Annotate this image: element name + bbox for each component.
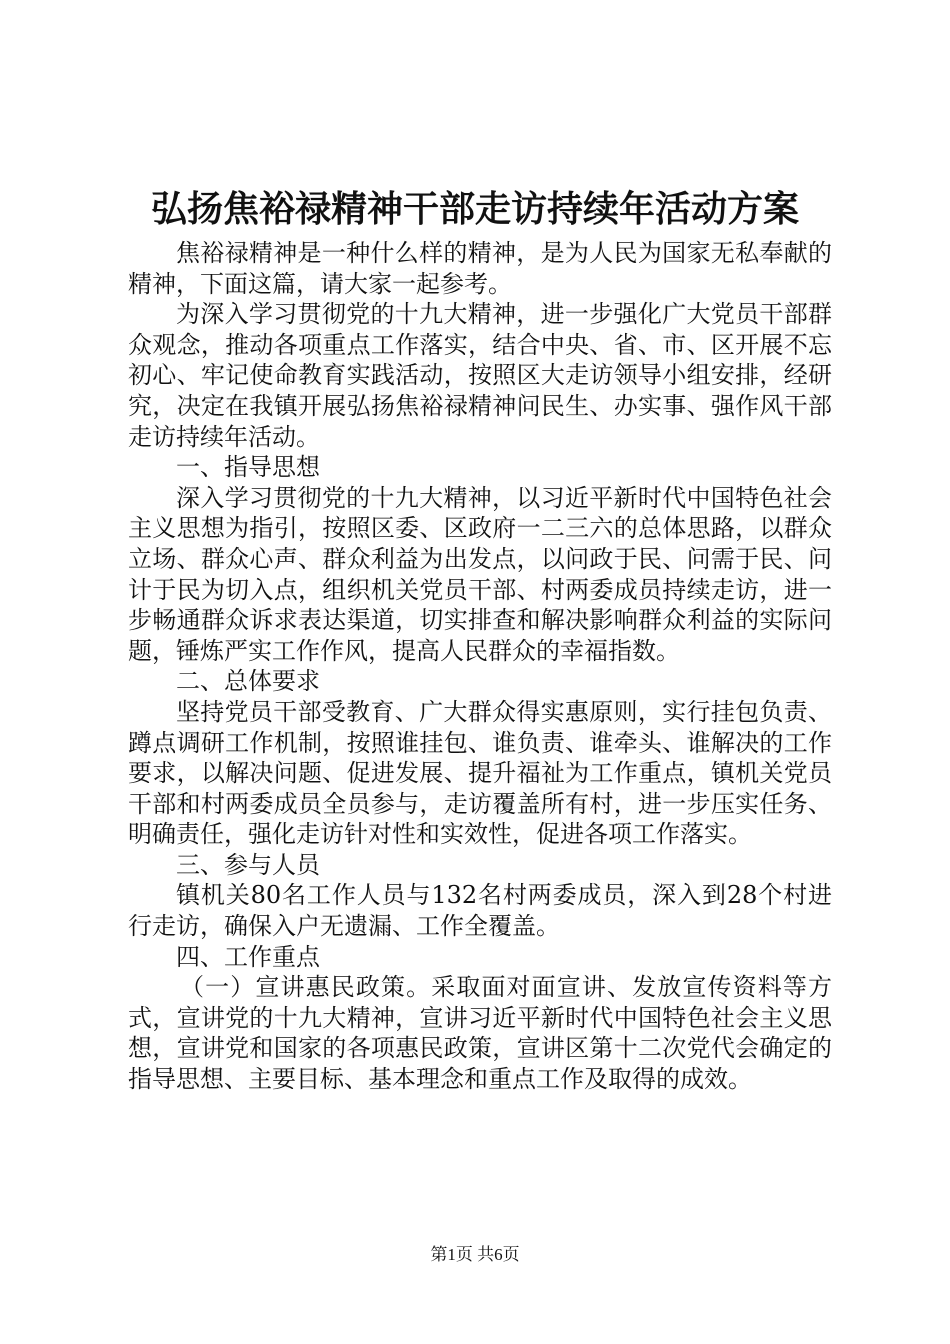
section-heading-guiding-thought: 一、指导思想	[176, 453, 320, 482]
document-body	[128, 238, 832, 1095]
work-focus-item-1: （一）宣讲惠民政策。采取面对面宣讲、发放宣传资料等方式，宣讲党的十九大精神，宣讲习近平新时代中国特色社会主义思想，宣讲党和国家的各项惠民政策，宣讲区第十二次党代会确定的指导思想、主要目标、基本理念和重点工作及取得的成效。	[128, 973, 832, 1094]
document-title: 弘扬焦裕禄精神干部走访持续年活动方案	[150, 189, 799, 230]
purpose-paragraph: 为深入学习贯彻党的十九大精神，进一步强化广大党员干部群众观念，推动各项重点工作落实，结合中央、省、市、区开展不忘初心、牢记使命教育实践活动，按照区大走访领导小组安排，经研究，决定在我镇开展弘扬焦裕禄精神问民生、办实事、强作风干部走访持续年活动。	[128, 300, 832, 451]
intro-paragraph: 焦裕禄精神是一种什么样的精神，是为人民为国家无私奉献的精神，下面这篇，请大家一起参考。	[128, 239, 832, 298]
section-heading-work-focus: 四、工作重点	[176, 942, 320, 971]
section-heading-participants: 三、参与人员	[176, 850, 320, 879]
participants-paragraph: 镇机关80名工作人员与132名村两委成员，深入到28个村进行走访，确保入户无遗漏、工作全覆盖。	[128, 881, 832, 941]
general-requirements-paragraph: 坚持党员干部受教育、广大群众得实惠原则，实行挂包负责、蹲点调研工作机制，按照谁挂包、谁负责、谁牵头、谁解决的工作要求，以解决问题、促进发展、提升福祉为工作重点，镇机关党员干部和村两委成员全员参与，走访覆盖所有村，进一步压实任务、明确责任，强化走访针对性和实效性，促进各项工作落实。	[128, 697, 832, 849]
section-heading-general-requirements: 二、总体要求	[176, 667, 320, 696]
guiding-thought-paragraph: 深入学习贯彻党的十九大精神，以习近平新时代中国特色社会主义思想为指引，按照区委、区政府一二三六的总体思路，以群众立场、群众心声、群众利益为出发点，以问政于民、问需于民、问计于民为切入点，组织机关党员干部、村两委成员持续走访，进一步畅通群众诉求表达渠道，切实排查和解决影响群众利益的实际问题，锤炼严实工作作风，提高人民群众的幸福指数。	[128, 483, 832, 665]
page-number-footer: 第1页 共6页	[430, 1245, 520, 1264]
